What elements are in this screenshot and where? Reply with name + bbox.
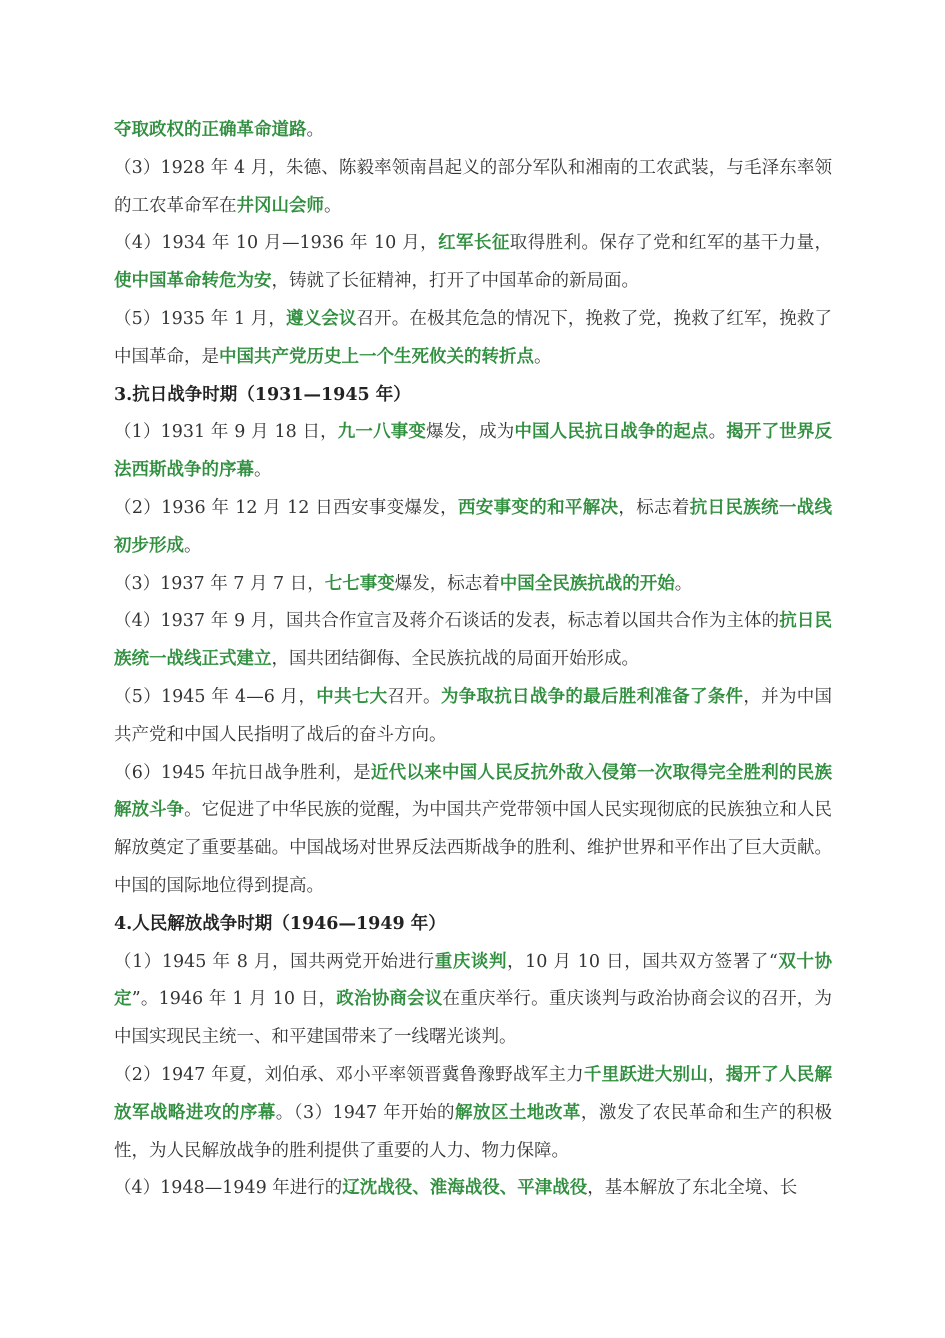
- para-intro-end: [114, 112, 832, 150]
- text-run: 爆发，标志着: [394, 573, 500, 594]
- para-3-2: [114, 490, 832, 566]
- para-3-1: [114, 414, 832, 490]
- text-run: （5）1935 年 1 月，: [114, 308, 287, 329]
- text-run: 。（3）1947 年开始的: [275, 1102, 456, 1123]
- text-run: ，标志着: [618, 497, 690, 518]
- highlighted-key-term: 中国全民族抗战的开始: [499, 573, 675, 594]
- highlighted-key-term: 近代以来中国人民反抗外敌入侵第一次取得完全胜利的民族解放斗争: [114, 762, 833, 821]
- text-run: （1）1945 年 8 月，国共两党开始进行: [114, 951, 435, 972]
- text-run: （3）1937 年 7 月 7 日，: [114, 573, 325, 594]
- heading-section-3: [114, 377, 832, 415]
- highlighted-key-term: 七七事变: [324, 573, 395, 594]
- text-run: （2）1947 年夏，刘伯承、邓小平率领晋冀鲁豫野战军主力: [114, 1064, 584, 1085]
- highlighted-key-term: 辽沈战役、淮海战役、平津战役: [342, 1178, 588, 1199]
- para-3-5: [114, 679, 832, 755]
- highlighted-key-term: 抗日民族统一战线正式建立: [114, 611, 832, 670]
- text-run: （4）1937 年 9 月，国共合作宣言及蒋介石谈话的发表，标志着以国共合作为主体的: [114, 611, 780, 632]
- para-3-3: [114, 566, 832, 604]
- text-run: 取得胜利。保存了党和红军的基干力量，: [509, 233, 833, 254]
- highlighted-key-term: 九一八事变: [337, 422, 427, 443]
- text-run: （4）1934 年 10 月—1936 年 10 月，: [114, 233, 439, 254]
- highlighted-key-term: 重庆谈判: [434, 951, 508, 972]
- text-run: （6）1945 年抗日战争胜利，是: [114, 762, 371, 783]
- highlighted-key-term: 夺取政权的正确革命道路: [114, 120, 307, 140]
- text-run: 。: [674, 573, 693, 594]
- highlighted-key-term: 抗日民族统一战线初步形成: [114, 497, 832, 556]
- highlighted-key-term: 双十协定: [114, 951, 833, 1010]
- highlighted-key-term: 解放区土地改革: [455, 1102, 581, 1123]
- highlighted-key-term: 红军长征: [438, 233, 510, 254]
- highlighted-key-term: 遵义会议: [286, 308, 357, 329]
- heading-section-4: [114, 906, 832, 944]
- text-run: ，激发了农民革命和生产的积极性，为人民解放战争的胜利提供了重要的人力、物力保障。: [114, 1102, 833, 1161]
- text-run: 3.抗日战争时期（1931—1945 年）: [114, 384, 411, 405]
- text-run: 召开。: [387, 686, 441, 707]
- text-run: （5）1945 年 4—6 月，: [114, 686, 317, 707]
- text-run: （2）1936 年 12 月 12 日西安事变爆发，: [114, 497, 458, 518]
- highlighted-key-term: 政治协商会议: [336, 989, 443, 1010]
- text-run: （3）1928 年 4 月，朱德、陈毅率领南昌起义的部分军队和湘南的工农武装，与毛泽东率领的工农革命军在: [114, 157, 832, 216]
- text-run: 。: [324, 195, 342, 216]
- highlighted-key-term: 千里跃进大别山: [583, 1064, 709, 1085]
- document-page: [114, 112, 832, 1208]
- highlighted-key-term: 中国共产党历史上一个生死攸关的转折点: [219, 346, 534, 367]
- highlighted-key-term: 中国人民抗日战争的起点: [514, 422, 709, 443]
- highlighted-key-term: 使中国革命转危为安: [114, 271, 272, 292]
- highlighted-key-term: 揭开了人民解放军战略进攻的序幕: [114, 1064, 833, 1123]
- para-4-1: [114, 944, 832, 1057]
- text-run: ，10 月 10 日，国共双方签署了“: [507, 951, 778, 972]
- text-run: 。: [708, 422, 727, 443]
- text-run: ，基本解放了东北全境、长: [587, 1178, 798, 1199]
- text-run: （1）1931 年 9 月 18 日，: [114, 422, 338, 443]
- highlighted-key-term: 揭开了世界反法西斯战争的序幕: [114, 422, 833, 481]
- text-run: ，: [708, 1064, 726, 1085]
- para-4-2: [114, 1057, 832, 1170]
- text-run: ，并为中国共产党和中国人民指明了战后的奋斗方向。: [114, 686, 833, 745]
- text-run: 召开。在极其危急的情况下，挽救了党，挽救了红军，挽救了中国革命，是: [114, 308, 832, 367]
- para-1-5: [114, 301, 832, 377]
- highlighted-key-term: 西安事变的和平解决: [457, 497, 619, 518]
- text-run: 。: [306, 120, 324, 140]
- para-3-6: [114, 755, 832, 906]
- text-run: ，铸就了长征精神，打开了中国革命的新局面。: [271, 271, 639, 292]
- highlighted-key-term: 为争取抗日战争的最后胜利准备了条件: [440, 686, 744, 707]
- text-run: 在重庆举行。重庆谈判与政治协商会议的召开，为中国实现民主统一、和平建国带来了一线曙光谈判。: [114, 989, 833, 1048]
- para-3-4: [114, 603, 832, 679]
- highlighted-key-term: 中共七大: [316, 686, 388, 707]
- text-run: 4.人民解放战争时期（1946—1949 年）: [114, 913, 446, 934]
- text-run: ，国共团结御侮、全民族抗战的局面开始形成。: [271, 649, 639, 670]
- text-run: 。它促进了中华民族的觉醒，为中国共产党带领中国人民实现彻底的民族独立和人民解放奠定了重要基础。中国战场对世界反法西斯战争的胜利、维护世界和平作出了巨大贡献。中国的国际地位得到提高。: [114, 800, 833, 896]
- text-run: ”。1946 年 1 月 10 日，: [131, 989, 337, 1010]
- highlighted-key-term: 井冈山会师: [236, 195, 324, 216]
- text-run: （4）1948—1949 年进行的: [114, 1178, 343, 1199]
- text-run: 爆发，成为: [426, 422, 515, 443]
- text-run: 。: [254, 460, 272, 481]
- para-1-4: [114, 225, 832, 301]
- para-4-4: [114, 1170, 832, 1208]
- para-1-3: [114, 150, 832, 226]
- text-run: 。: [534, 346, 552, 367]
- text-run: 。: [184, 535, 202, 556]
